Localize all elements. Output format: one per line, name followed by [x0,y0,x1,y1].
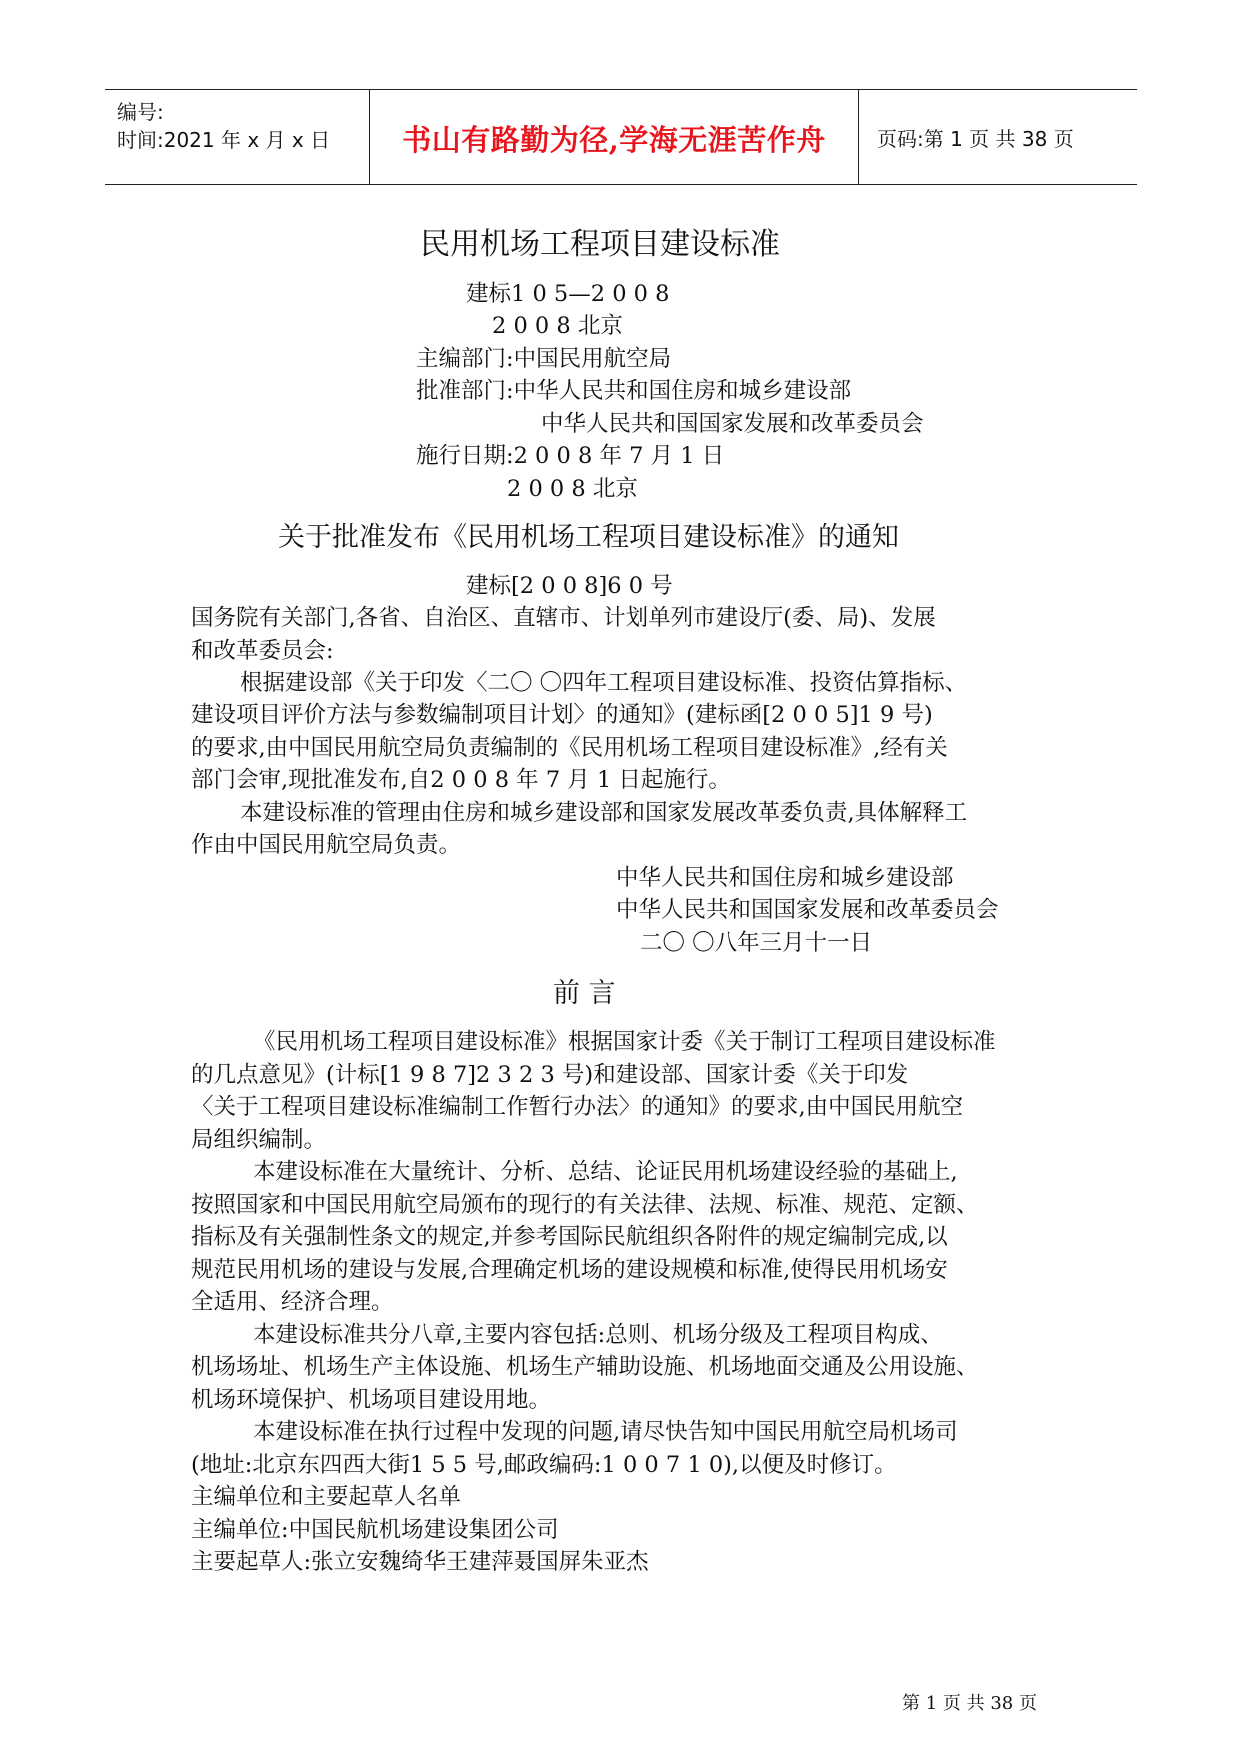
approver-dept-2: 中华人民共和国国家发展和改革委员会 [541,411,924,437]
notice-doc-number: 建标[2 0 0 8]6 0 号 [466,573,673,599]
page-code: 页码:第 1 页 共 38 页 [877,127,1074,151]
header-left-cell [105,90,369,184]
preface-line: 〈关于工程项目建设标准编制工作暂行办法〉的通知》的要求,由中国民用航空 [191,1094,964,1120]
header-right-cell [857,90,1137,184]
preface-line: 机场场址、机场生产主体设施、机场生产辅助设施、机场地面交通及公用设施、 [191,1354,979,1380]
preface-line: 按照国家和中国民用航空局颁布的现行的有关法律、法规、标准、规范、定额、 [191,1192,979,1218]
place-year: 2 0 0 8 北京 [492,313,623,339]
notice-line: 的要求,由中国民用航空局负责编制的《民用机场工程项目建设标准》,经有关 [191,735,948,761]
signer: 中华人民共和国住房和城乡建设部 [616,865,954,891]
notice-line: 部门会审,现批准发布,自2 0 0 8 年 7 月 1 日起施行。 [191,767,731,793]
notice-line: 建设项目评价方法与参数编制项目计划〉的通知》(建标函[2 0 0 5]1 9 号) [191,702,933,728]
effective-date: 施行日期:2 0 0 8 年 7 月 1 日 [416,443,725,469]
preface-line: 主编单位:中国民航机场建设集团公司 [191,1517,559,1543]
preface-line: 全适用、经济合理。 [191,1289,394,1315]
signer: 中华人民共和国国家发展和改革委员会 [616,897,999,923]
preface-line: 主要起草人:张立安魏绮华王建萍聂国屏朱亚杰 [191,1549,649,1575]
preface-line: 机场环境保护、机场项目建设用地。 [191,1387,552,1413]
time-label: 时间:2021 年 x 月 x 日 [117,128,331,152]
preface-line: 本建设标准在大量统计、分析、总结、论证民用机场建设经验的基础上, [253,1159,958,1185]
preface-line: (地址:北京东四西大街1 5 5 号,邮政编码:1 0 0 7 1 0),以便及时修订。 [191,1452,897,1478]
header-center-cell [369,90,859,184]
preface-line: 的几点意见》(计标[1 9 8 7]2 3 2 3 号)和建设部、国家计委《关于印发 [191,1062,909,1088]
editor-dept: 主编部门:中国民用航空局 [416,346,672,372]
document-title: 民用机场工程项目建设标准 [420,227,780,262]
motto: 书山有路勤为径,学海无涯苦作舟 [402,123,826,157]
preface-line: 局组织编制。 [191,1127,327,1153]
notice-line: 和改革委员会: [191,638,334,664]
notice-line: 本建设标准的管理由住房和城乡建设部和国家发展改革委负责,具体解释工 [240,800,968,826]
notice-line: 作由中国民用航空局负责。 [191,832,462,858]
approver-dept-1: 批准部门:中华人民共和国住房和城乡建设部 [416,378,852,404]
place-year-2: 2 0 0 8 北京 [507,476,638,502]
preface-line: 指标及有关强制性条文的规定,并参考国际民航组织各附件的规定编制完成,以 [191,1224,948,1250]
header-table [105,89,1137,185]
notice-line: 国务院有关部门,各省、自治区、直辖市、计划单列市建设厅(委、局)、发展 [191,605,936,631]
page-footer: 第 1 页 共 38 页 [902,1693,1037,1714]
preface-title: 前 言 [553,978,616,1009]
notice-title: 关于批准发布《民用机场工程项目建设标准》的通知 [278,522,899,553]
number-label: 编号: [117,100,164,124]
standard-code: 建标1 0 5—2 0 0 8 [466,281,670,307]
notice-line: 根据建设部《关于印发〈二〇 〇四年工程项目建设标准、投资估算指标、 [240,670,968,696]
preface-line: 本建设标准在执行过程中发现的问题,请尽快告知中国民用航空局机场司 [253,1419,958,1445]
signing-date: 二〇 〇八年三月十一日 [640,930,873,956]
preface-line: 主编单位和主要起草人名单 [191,1484,462,1510]
preface-line: 《民用机场工程项目建设标准》根据国家计委《关于制订工程项目建设标准 [253,1029,996,1055]
preface-line: 本建设标准共分八章,主要内容包括:总则、机场分级及工程项目构成、 [253,1322,943,1348]
preface-line: 规范民用机场的建设与发展,合理确定机场的建设规模和标准,使得民用机场安 [191,1257,948,1283]
